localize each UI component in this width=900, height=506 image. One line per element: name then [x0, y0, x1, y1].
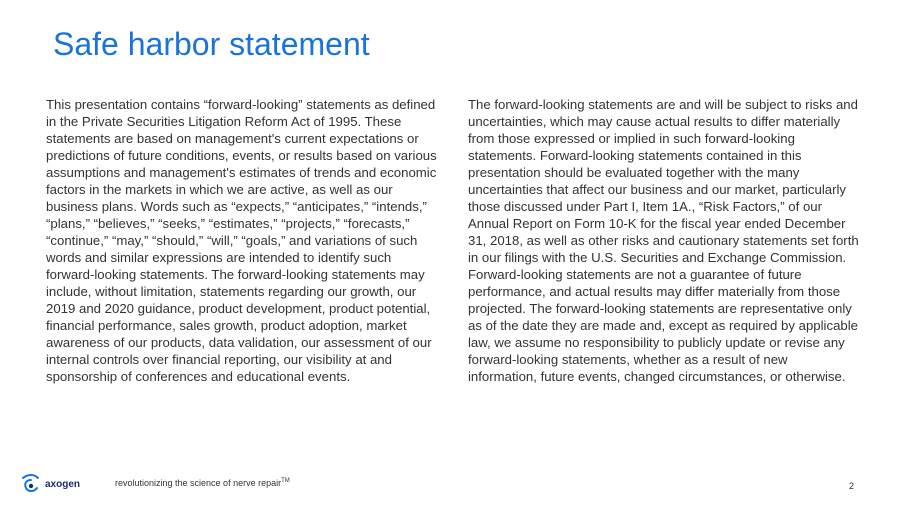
footer-tagline: [115, 478, 290, 488]
trademark-mark: TM: [281, 478, 290, 484]
slide-footer: [0, 468, 900, 498]
tagline-text: revolutionizing the science of nerve repair: [115, 478, 282, 488]
left-paragraph: This presentation contains “forward-looking” statements as defined in the Private Securities Litigation Reform Act of 1995. These statements are based on management's current expectations or predictions of future conditions, events, or results based on various assumptions and management's estimates of trends and economic factors in the markets in which we are active, as well as our business plans. Words such as “expects,” “anticipates,” “intends,” “plans,” “believes,” “seeks,” “estimates,” “projects,” “forecasts,” “continue,” “may,” “should,” “will,” “goals,” and variations of such words and similar expressions are intended to identify such forward-looking statements. The forward-looking statements may include, without limitation, statements regarding our growth, our 2019 and 2020 guidance, product development, product potential, financial performance, sales growth, product adoption, market awareness of our products, data validation, our assessment of our internal controls over financial reporting, our visibility at and sponsorship of conferences and educational events.: [46, 97, 437, 384]
page-number: 2: [849, 481, 855, 491]
logo-wordmark: axogen: [45, 478, 81, 490]
right-paragraph: The forward-looking statements are and will be subject to risks and uncertainties, which may cause actual results to differ materially from those expressed or implied in such forward-looking statements. Forward-looking statements contained in this presentation should be evaluated together with the many uncertainties that affect our business and our market, particularly those discussed under Part I, Item 1A., “Risk Factors,” of our Annual Report on Form 10-K for the fiscal year ended December 31, 2018, as well as other risks and cautionary statements set forth in our filings with the U.S. Securities and Exchange Commission. Forward-looking statements are not a guarantee of future performance, and actual results may differ materially from those projected. The forward-looking statements are representative only as of the date they are made and, except as required by applicable law, we assume no responsibility to publicly update or revise any forward-looking statements, whether as a result of new information, future events, changed circumstances, or otherwise.: [468, 97, 859, 384]
slide-title: Safe harbor statement: [53, 26, 370, 62]
company-logo: [20, 474, 80, 494]
axogen-logo-icon: [20, 474, 42, 494]
